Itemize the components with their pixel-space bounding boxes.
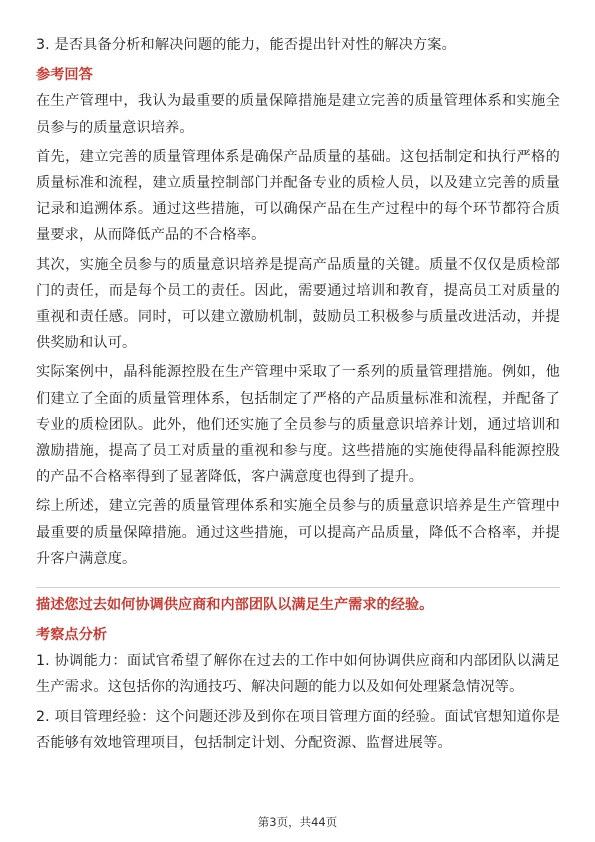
page-footer: 第3页，共44页 xyxy=(257,815,338,829)
answer-paragraph-1: 在生产管理中，我认为最重要的质量保障措施是建立完善的质量管理体系和实施全员参与的质量意识培养。 xyxy=(36,93,560,136)
analysis-item-1: 1. 协调能力：面试官希望了解你在过去的工作中如何协调供应商和内部团队以满足生产需求。这包括你的沟通技巧、解决问题的能力以及如何处理紧急情况等。 xyxy=(36,653,560,696)
answer-paragraph-3: 其次，实施全员参与的质量意识培养是提高产品质量的关键。质量不仅仅是质检部门的责任，而是每个员工的责任。因此，需要通过培训和教育，提高员工对质量的重视和责任感。同时，可以建立激励机制，鼓励员工积极参与质量改进活动，并提供奖励和认可。 xyxy=(36,256,560,352)
answer-paragraph-2: 首先，建立完善的质量管理体系是确保产品质量的基础。这包括制定和执行严格的质量标准和流程，建立质量控制部门并配备专业的质检人员，以及建立完善的质量记录和追溯体系。通过这些措施，可以确保产品在生产过程中的每个环节都符合质量要求，从而降低产品的不合格率。 xyxy=(36,148,560,244)
analysis-item-2: 2. 项目管理经验：这个问题还涉及到你在项目管理方面的经验。面试官想知道你是否能够有效地管理项目，包括制定计划、分配资源、监督进展等。 xyxy=(36,708,560,751)
answer-paragraph-5: 综上所述，建立完善的质量管理体系和实施全员参与的质量意识培养是生产管理中最重要的质量保障措施。通过这些措施，可以提高产品质量，降低不合格率，并提升客户满意度。 xyxy=(36,498,560,567)
question-heading: 描述您过去如何协调供应商和内部团队以满足生产需求的经验。 xyxy=(36,597,434,614)
answer-label: 参考回答 xyxy=(36,67,93,84)
section-divider xyxy=(36,587,560,588)
page-content xyxy=(36,32,560,759)
analysis-label: 考察点分析 xyxy=(36,627,107,644)
answer-paragraph-4: 实际案例中，晶科能源控股在生产管理中采取了一系列的质量管理措施。例如，他们建立了全面的质量管理体系，包括制定了严格的产品质量标准和流程，并配备了专业的质检团队。此外，他们还实施了全员参与的质量意识培养计划，通过培训和激励措施，提高了员工对质量的重视和参与度。这些措施的实施使得晶科能源控股的产品不合格率得到了显著降低，客户满意度也得到了提升。 xyxy=(36,364,560,486)
prev-analysis-item-3: 3. 是否具备分析和解决问题的能力，能否提出针对性的解决方案。 xyxy=(36,37,456,53)
